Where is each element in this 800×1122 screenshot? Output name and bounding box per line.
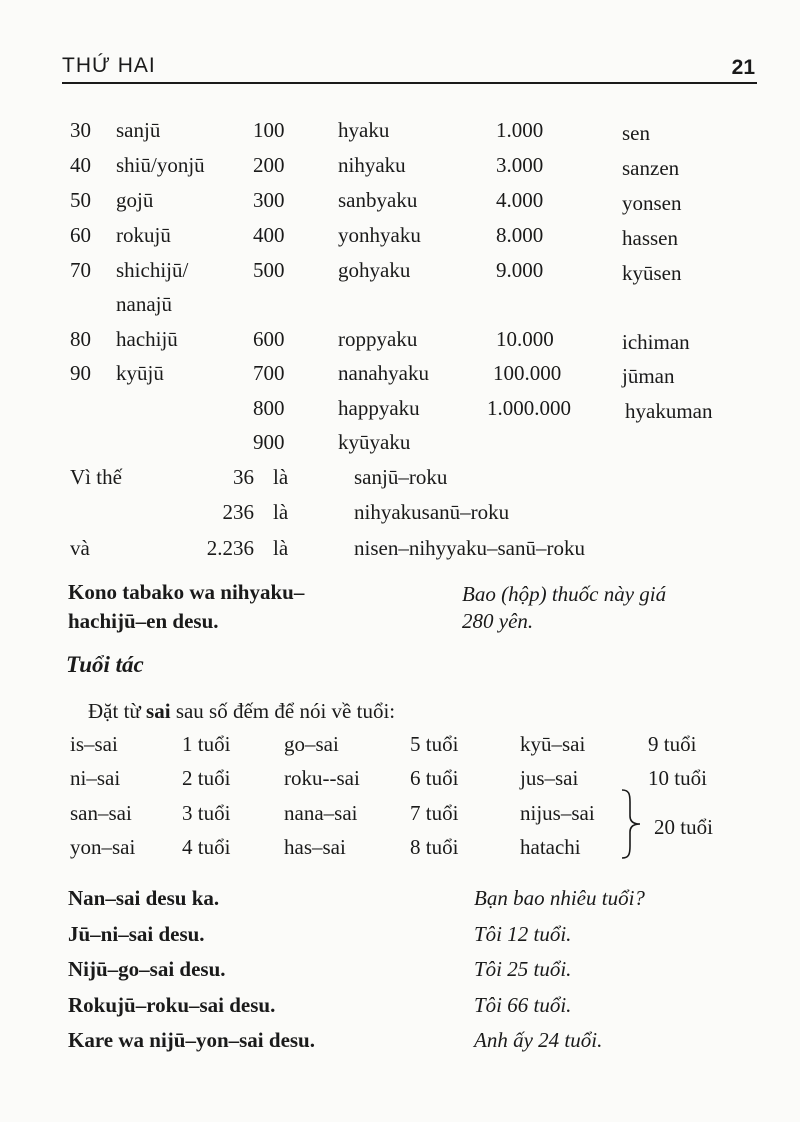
number-value: 300: [253, 188, 285, 212]
number-reading: sanjū: [116, 118, 161, 142]
page-header: [62, 50, 757, 84]
sentence-japanese: Nan–sai desu ka.: [68, 886, 220, 910]
number-value: 100: [253, 118, 285, 142]
number-value: 200: [253, 153, 285, 177]
number-value: 90: [70, 361, 91, 385]
sentence-vietnamese: Bạn bao nhiêu tuổi?: [474, 886, 645, 910]
age-intro: [88, 698, 395, 724]
age-vietnamese: 1 tuổi: [182, 732, 231, 756]
number-reading: shiū/yonjū: [116, 153, 205, 177]
age-japanese: ni–sai: [70, 766, 121, 790]
intro-keyword: sai: [146, 699, 171, 723]
number-reading: nanajū: [116, 292, 172, 316]
example-la: là: [273, 536, 289, 560]
number-value: 50: [70, 188, 91, 212]
number-value: 100.000: [493, 361, 562, 385]
age-vietnamese: 6 tuổi: [410, 766, 459, 790]
age-vietnamese: 9 tuổi: [648, 732, 697, 756]
number-value: 400: [253, 223, 285, 247]
number-value: 500: [253, 258, 285, 282]
tabako-jp-line2: hachijū–en desu.: [68, 609, 219, 633]
number-value: 600: [253, 327, 285, 351]
age-vietnamese: 10 tuổi: [648, 766, 707, 790]
number-reading: roppyaku: [338, 327, 418, 351]
example-reading: sanjū–roku: [354, 465, 448, 489]
example-lead: Vì thế: [70, 465, 122, 489]
number-value: 60: [70, 223, 91, 247]
number-value: 8.000: [496, 223, 544, 247]
number-reading: yonhyaku: [338, 223, 421, 247]
example-reading: nisen–nihyyaku–sanū–roku: [354, 536, 585, 560]
number-reading: gojū: [116, 188, 154, 212]
sentence-japanese: Nijū–go–sai desu.: [68, 957, 226, 981]
age-vietnamese: 2 tuổi: [182, 766, 231, 790]
number-value: 4.000: [496, 188, 544, 212]
number-reading: hyaku: [338, 118, 390, 142]
age-japanese: is–sai: [70, 732, 118, 756]
age-vietnamese: 5 tuổi: [410, 732, 459, 756]
number-reading: hyakuman: [625, 399, 713, 423]
age-japanese: nijus–sai: [520, 801, 595, 825]
number-reading: jūman: [622, 364, 675, 388]
example-lead: và: [70, 536, 90, 560]
age-vietnamese: 3 tuổi: [182, 801, 231, 825]
number-reading: nihyaku: [338, 153, 406, 177]
number-value: 9.000: [496, 258, 544, 282]
number-reading: rokujū: [116, 223, 171, 247]
sentence-vietnamese: Tôi 66 tuổi.: [474, 993, 572, 1017]
number-value: 40: [70, 153, 91, 177]
age-vietnamese: 7 tuổi: [410, 801, 459, 825]
number-value: 800: [253, 396, 285, 420]
age-vietnamese: 8 tuổi: [410, 835, 459, 859]
sentence-vietnamese: Tôi 25 tuổi.: [474, 957, 572, 981]
number-reading: shichijū/: [116, 258, 189, 282]
tabako-jp-line1: Kono tabako wa nihyaku–: [68, 580, 305, 604]
age-vietnamese: 4 tuổi: [182, 835, 231, 859]
age-japanese: nana–sai: [284, 801, 358, 825]
age-japanese: jus–sai: [520, 766, 579, 790]
example-la: là: [273, 500, 289, 524]
number-reading: hachijū: [116, 327, 178, 351]
number-reading: sanzen: [622, 156, 680, 180]
number-reading: kyūsen: [622, 261, 682, 285]
age-japanese: san–sai: [70, 801, 132, 825]
age-japanese: go–sai: [284, 732, 339, 756]
intro-text: sau số đếm để nói về tuổi:: [170, 699, 396, 723]
number-value: 900: [253, 430, 285, 454]
number-reading: yonsen: [622, 191, 682, 215]
tabako-vi-line2: 280 yên.: [462, 609, 534, 633]
example-number: 2.236: [206, 536, 254, 560]
example-number: 36: [233, 465, 254, 489]
number-value: 700: [253, 361, 285, 385]
number-value: 1.000.000: [487, 396, 571, 420]
example-la: là: [273, 465, 289, 489]
right-brace-icon: [620, 788, 644, 860]
number-value: 80: [70, 327, 91, 351]
example-reading: nihyakusanū–roku: [354, 500, 510, 524]
example-number: 236: [222, 500, 254, 524]
sentence-japanese: Jū–ni–sai desu.: [68, 922, 205, 946]
sentence-vietnamese: Anh ấy 24 tuổi.: [474, 1028, 603, 1052]
number-reading: kyūjū: [116, 361, 164, 385]
number-value: 30: [70, 118, 91, 142]
age-japanese: has–sai: [284, 835, 346, 859]
chapter-title: THỨ HAI: [62, 54, 156, 77]
number-reading: hassen: [622, 226, 678, 250]
intro-text: Đặt từ: [88, 699, 147, 723]
section-heading: Tuổi tác: [66, 652, 144, 677]
sentence-vietnamese: Tôi 12 tuổi.: [474, 922, 572, 946]
sentence-japanese: Rokujū–roku–sai desu.: [68, 993, 276, 1017]
number-reading: sen: [622, 121, 650, 145]
number-reading: sanbyaku: [338, 188, 418, 212]
page-number: 21: [731, 56, 755, 79]
number-reading: gohyaku: [338, 258, 411, 282]
age-japanese: kyū–sai: [520, 732, 586, 756]
age-japanese: hatachi: [520, 835, 581, 859]
number-reading: kyūyaku: [338, 430, 411, 454]
number-value: 3.000: [496, 153, 544, 177]
age-japanese: roku--sai: [284, 766, 360, 790]
number-reading: happyaku: [338, 396, 420, 420]
tabako-vi-line1: Bao (hộp) thuốc này giá: [462, 582, 667, 606]
number-reading: nanahyaku: [338, 361, 429, 385]
sentence-japanese: Kare wa nijū–yon–sai desu.: [68, 1028, 315, 1052]
twenty-years-label: 20 tuổi: [654, 815, 713, 839]
number-value: 1.000: [496, 118, 544, 142]
number-value: 10.000: [496, 327, 554, 351]
number-value: 70: [70, 258, 91, 282]
age-japanese: yon–sai: [70, 835, 136, 859]
number-reading: ichiman: [622, 330, 690, 354]
